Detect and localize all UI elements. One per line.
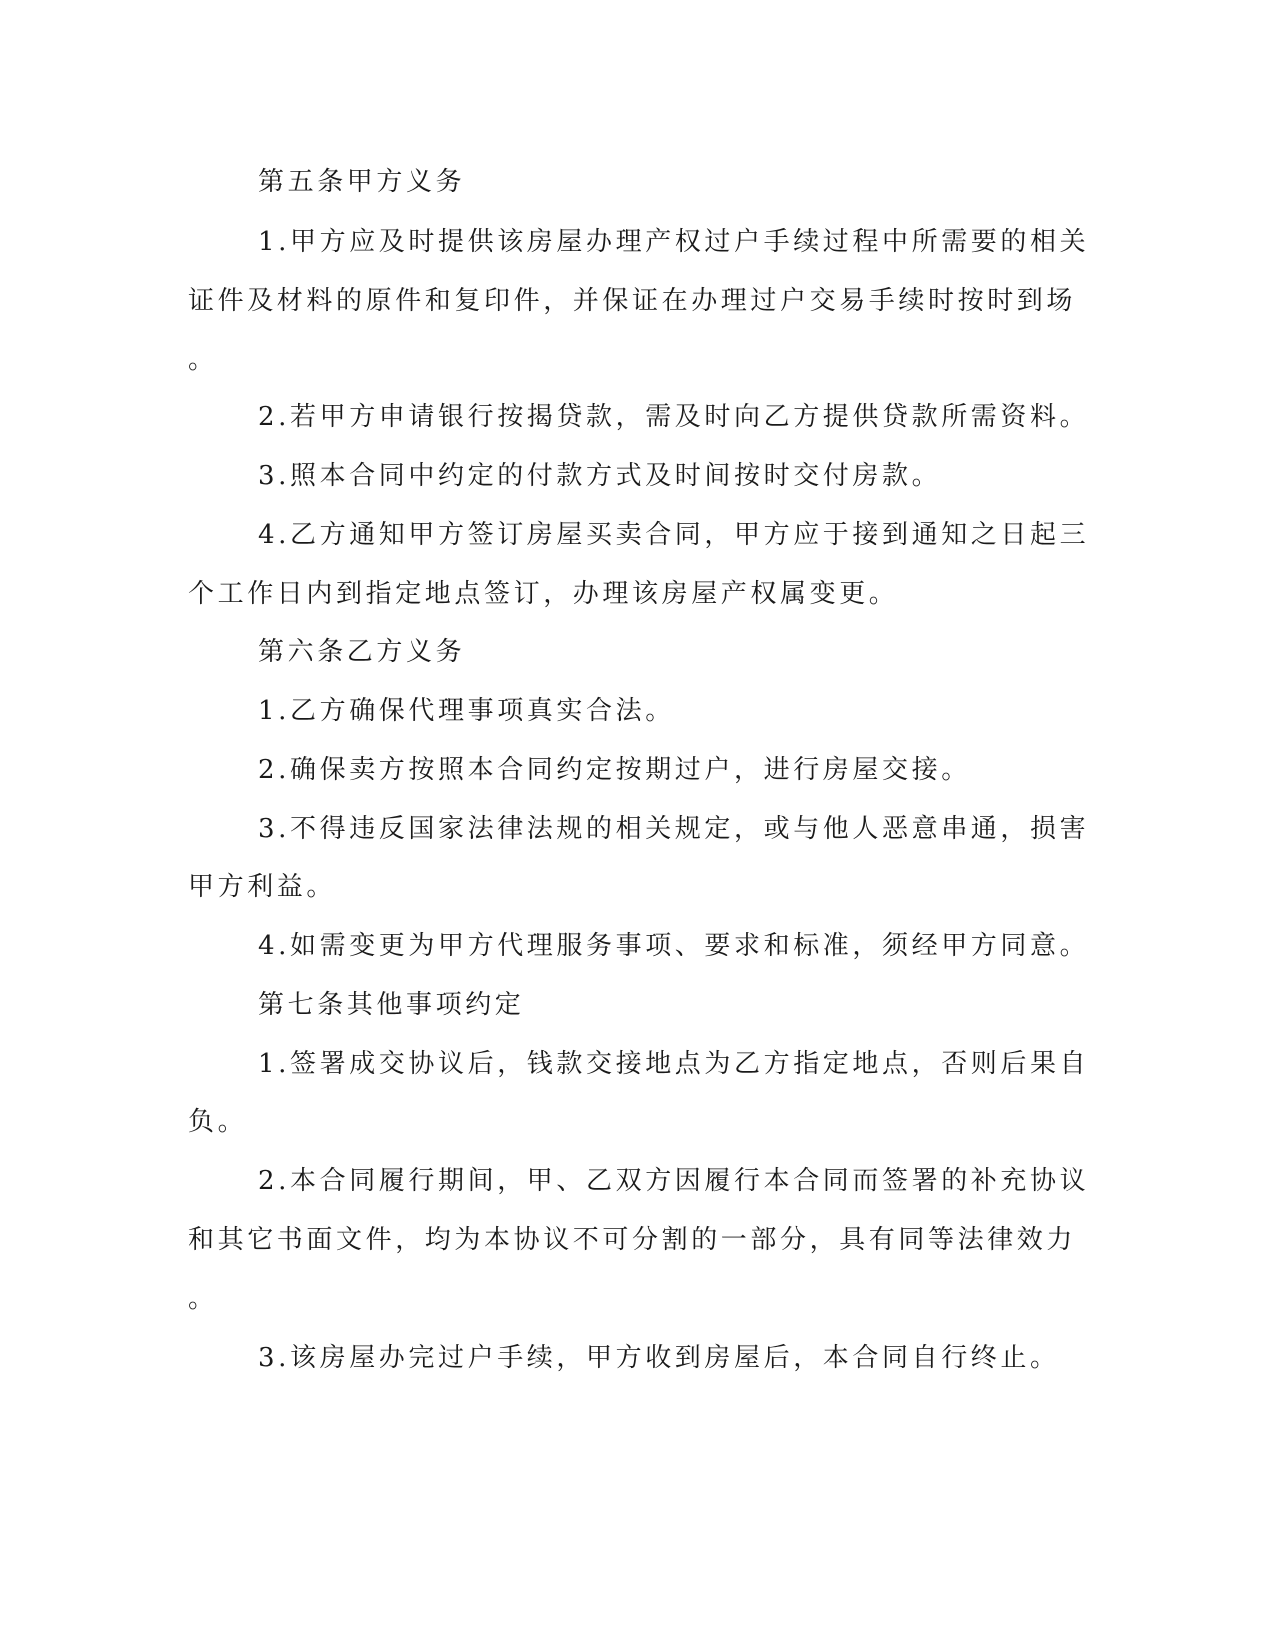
paragraph-line: 。 xyxy=(188,345,218,375)
paragraph-line: 和其它书面文件，均为本协议不可分割的一部分，具有同等法律效力 xyxy=(188,1225,1077,1255)
paragraph-line: 1.签署成交协议后，钱款交接地点为乙方指定地点，否则后果自 xyxy=(258,1049,1090,1079)
paragraph-line: 2.确保卖方按照本合同约定按期过户，进行房屋交接。 xyxy=(258,755,971,785)
section-heading-article-5: 第五条甲方义务 xyxy=(258,167,466,197)
paragraph-line: 甲方利益。 xyxy=(188,872,337,902)
paragraph-line: 3.不得违反国家法律法规的相关规定，或与他人恶意串通，损害 xyxy=(258,814,1090,844)
paragraph-line: 1.乙方确保代理事项真实合法。 xyxy=(258,696,675,726)
paragraph-line: 2.本合同履行期间，甲、乙双方因履行本合同而签署的补充协议 xyxy=(258,1166,1090,1196)
paragraph-line: 个工作日内到指定地点签订，办理该房屋产权属变更。 xyxy=(188,579,899,609)
paragraph-line: 4.乙方通知甲方签订房屋买卖合同，甲方应于接到通知之日起三 xyxy=(258,520,1090,550)
section-heading-article-7: 第七条其他事项约定 xyxy=(258,990,525,1020)
paragraph-line: 1.甲方应及时提供该房屋办理产权过户手续过程中所需要的相关 xyxy=(258,227,1090,257)
paragraph-line: 3.照本合同中约定的付款方式及时间按时交付房款。 xyxy=(258,461,942,491)
paragraph-line: 4.如需变更为甲方代理服务事项、要求和标准，须经甲方同意。 xyxy=(258,931,1090,961)
paragraph-line: 3.该房屋办完过户手续，甲方收到房屋后，本合同自行终止。 xyxy=(258,1343,1060,1373)
paragraph-line: 负。 xyxy=(188,1107,248,1137)
paragraph-line: 2.若甲方申请银行按揭贷款，需及时向乙方提供贷款所需资料。 xyxy=(258,402,1090,432)
paragraph-line: 。 xyxy=(188,1284,218,1314)
paragraph-line: 证件及材料的原件和复印件，并保证在办理过户交易手续时按时到场 xyxy=(188,286,1077,316)
section-heading-article-6: 第六条乙方义务 xyxy=(258,637,466,667)
